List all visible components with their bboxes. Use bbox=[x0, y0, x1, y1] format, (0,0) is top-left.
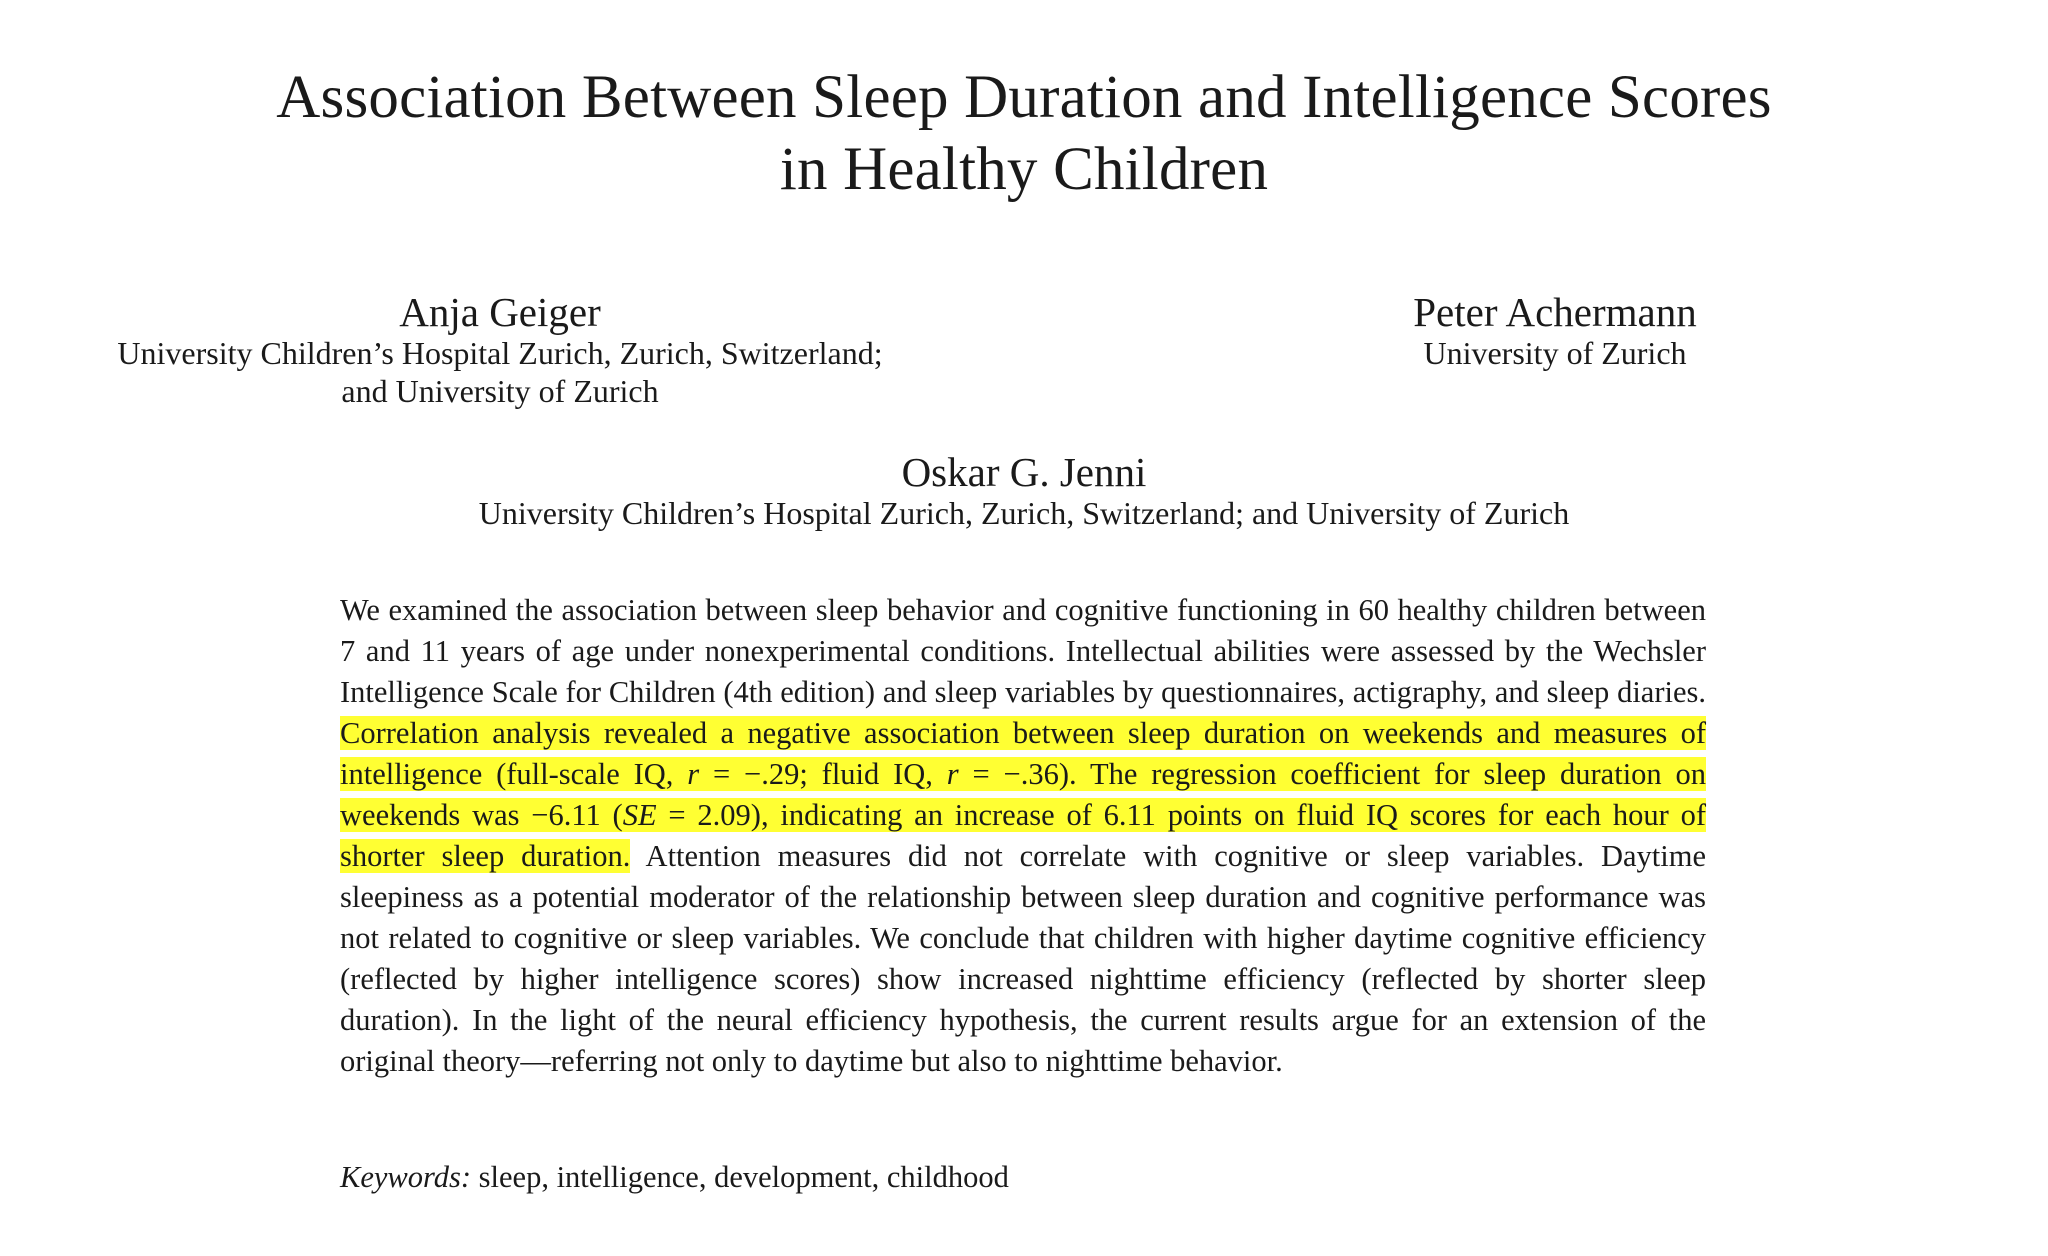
author-jenni bbox=[300, 450, 1748, 532]
author-affiliation: University Children’s Hospital Zurich, Zurich, Switzerland; and University of Zurich bbox=[478, 495, 1570, 531]
abstract-intro: We examined the association between sleep behavior and cognitive functioning in 60 healthy children between 7 and 11 years of age under nonexperimental conditions. Intellectual abilities were assessed by the Wechsler Intelligence Scale for Children (4th edition) and sleep variables by questionnaires, actigraphy, and sleep diaries. bbox=[340, 593, 1706, 709]
author-geiger bbox=[30, 290, 970, 410]
highlight-text: Correlation analysis revealed a negative association between sleep duration on weekends and measures of intelligence (full-scale IQ, bbox=[340, 716, 1706, 791]
highlight-text: = −.29; fluid IQ, bbox=[699, 757, 947, 791]
title-line-1: Association Between Sleep Duration and Intelligence Scores bbox=[276, 64, 1772, 131]
stat-symbol: SE bbox=[622, 798, 657, 832]
keywords bbox=[340, 1157, 1706, 1198]
highlight-text: = −.36). The regression coefficient for sleep duration on weekends was −6.11 ( bbox=[340, 757, 1707, 832]
keywords-values: sleep, intelligence, development, childhood bbox=[471, 1160, 1009, 1194]
author-affiliation: University of Zurich bbox=[1423, 335, 1687, 371]
highlight-text: = 2.09), indicating an increase of 6.11 points on fluid IQ scores for each hour of shorter sleep duration. bbox=[340, 798, 1706, 873]
keywords-label: Keywords: bbox=[340, 1160, 472, 1194]
author-affiliation-cont: and University of Zurich bbox=[341, 373, 659, 409]
author-affiliation: University Children’s Hospital Zurich, Zurich, Switzerland; bbox=[117, 335, 883, 371]
author-name: Anja Geiger bbox=[399, 289, 601, 335]
abstract bbox=[340, 590, 1706, 1082]
stat-symbol: r bbox=[687, 757, 700, 791]
title-line-2: in Healthy Children bbox=[779, 136, 1269, 203]
paper-title bbox=[0, 62, 2048, 206]
author-name: Oskar G. Jenni bbox=[901, 449, 1147, 495]
stat-symbol: r bbox=[946, 757, 959, 791]
author-name: Peter Achermann bbox=[1413, 289, 1697, 335]
author-achermann bbox=[1340, 290, 1770, 372]
abstract-rest: Attention measures did not correlate with cognitive or sleep variables. Daytime sleepiness as a potential moderator of the relationship between sleep duration and cognitive performance was not related to cognitive or sleep variables. We conclude that children with higher daytime cognitive efficiency (reflected by higher intelligence scores) show increased nighttime efficiency (reflected by shorter sleep duration). In the light of the neural efficiency hypothesis, the current results argue for an extension of the original theory—referring not only to daytime but also to nighttime behavior. bbox=[340, 839, 1706, 1078]
